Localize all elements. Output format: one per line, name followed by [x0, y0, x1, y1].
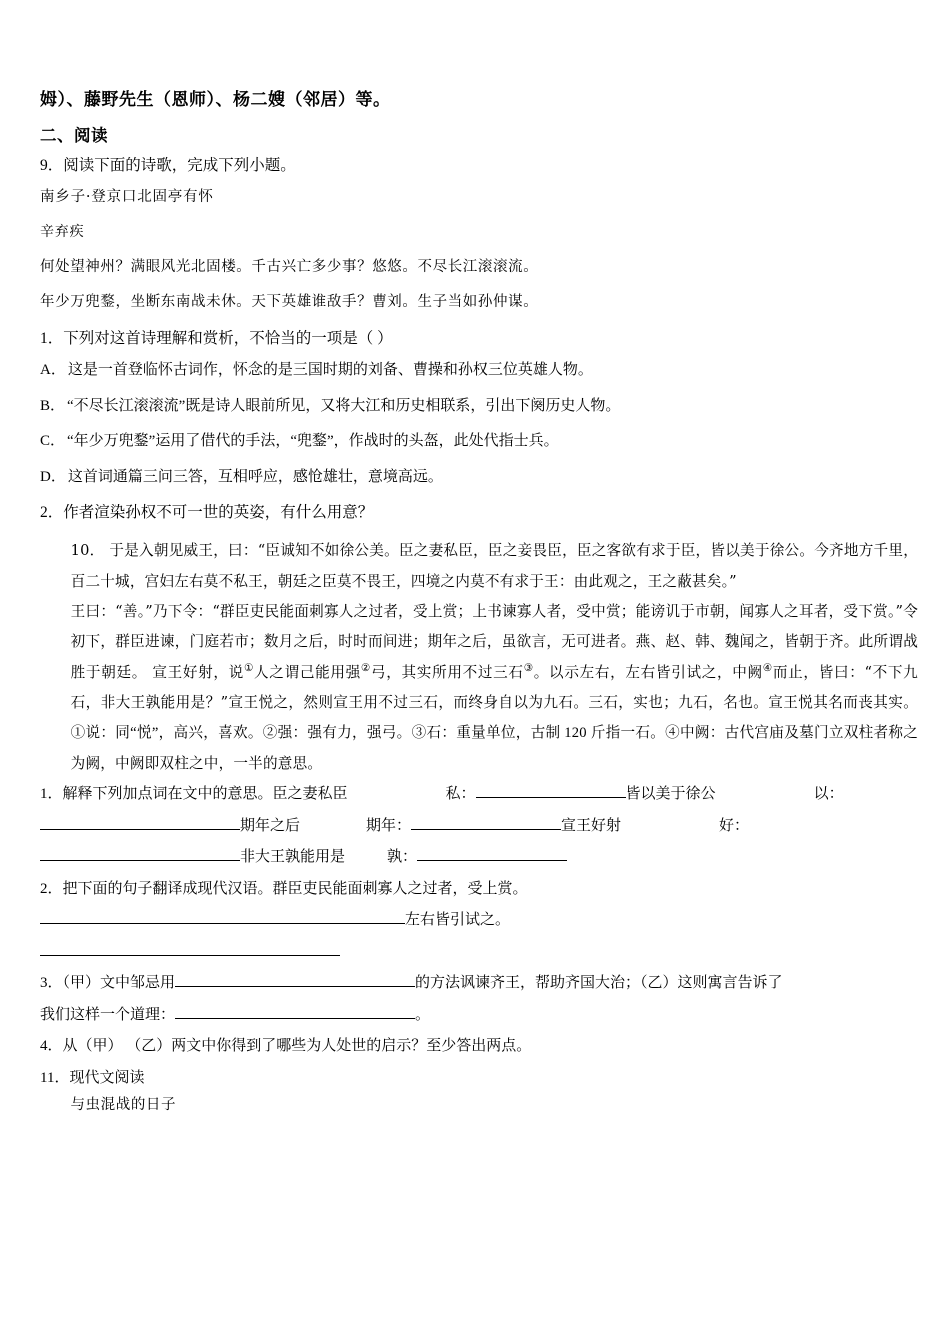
- passage-paragraph-2-text-b4: 。以示左右，左右皆引试之，中阙: [533, 663, 763, 681]
- question-10-4-stem: 4．从（甲） （乙）两文中你得到了哪些为人处世的启示？至少答出两点。: [40, 1038, 532, 1055]
- footnote-1-mark: ①: [70, 725, 86, 742]
- footnote-marker-4: ④: [762, 661, 773, 674]
- passage-paragraph-1: [40, 536, 918, 597]
- page-content: [40, 88, 918, 1117]
- question-10-3-part-2: 的方法讽谏齐王，帮助齐国大治；（乙）这则寓言告诉了: [415, 975, 783, 992]
- answer-blank-hao[interactable]: [40, 845, 240, 861]
- answer-blank-private[interactable]: [476, 782, 626, 798]
- footnote-4-mark: ④: [665, 725, 681, 742]
- question-10-3-line-1: [40, 968, 918, 1000]
- footnote-4-text: 中阙：古代宫庙及墓门立双柱者称之为阙，中阙即双柱之中，一半的意思。: [70, 725, 919, 772]
- question-10-3-part-3: 我们这样一个道理：: [40, 1006, 176, 1023]
- question-10-2-stem: 2．把下面的句子翻译成现代汉语。: [40, 880, 273, 897]
- word-phrase-4: 宣王好射: [561, 817, 622, 834]
- question-10-number: 10．: [70, 542, 105, 560]
- word-phrase-3: 期年之后: [240, 817, 301, 834]
- footnote-2-text: 强：强有力，强弓。: [277, 725, 412, 742]
- passage-paragraph-2: [40, 597, 918, 779]
- poem-line-2: 年少万兜鍪，坐断东南战未休。天下英雄谁敌手？曹刘。生子当如孙仲谋。: [40, 294, 539, 311]
- option-c-label: C．: [40, 433, 66, 450]
- lesson-blank[interactable]: [175, 1002, 415, 1018]
- answer-blank-shu[interactable]: [417, 845, 567, 861]
- footnote-3: [412, 725, 666, 741]
- question-9-stem: 9．阅读下面的诗歌，完成下列小题。: [40, 157, 296, 175]
- option-a: [40, 359, 918, 382]
- translate-sentence-2: 左右皆引试之。: [405, 912, 511, 929]
- footnote-marker-1: ①: [243, 661, 255, 674]
- word-phrase-1: 臣之妻私臣: [272, 786, 348, 803]
- question-9-1-stem: 1．下列对这首诗理解和赏析，不恰当的一项是（ ）: [40, 329, 393, 347]
- question-10-3-line-2: [40, 1000, 918, 1032]
- passage-paragraph-2-text-b5: 而止，皆曰：“不下九石，非大王孰能用是？”宣王悦之，然则宣王用不过三石，而终身自以为九石。三石，实也；九石，名也。宣王悦其名而丧其实。: [70, 663, 918, 712]
- passage-paragraph-2-text-b3: 弓，其实所用不过三石: [371, 663, 524, 681]
- section-title: 二、阅读: [40, 125, 108, 145]
- footnote-1: [71, 725, 263, 741]
- poem-title: 南乡子·登京口北固亭有怀: [40, 188, 214, 205]
- answer-blank-jinian[interactable]: [411, 813, 561, 829]
- word-phrase-2: 皆以美于徐公: [625, 786, 716, 803]
- footnote-3-mark: ③: [411, 725, 427, 742]
- option-c-text: “年少万兜鍪”运用了借代的手法，“兜鍪”，作战时的头盔，此处代指士兵。: [67, 433, 559, 450]
- option-a-label: A．: [40, 362, 66, 379]
- question-10-1-stem: 1．解释下列加点词在文中的意思。: [40, 786, 273, 803]
- passage-paragraph-1-text: 于是入朝见威王，曰：“臣诚知不如徐公美。臣之妻私臣，臣之妾畏臣，臣之客欲有求于臣，皆以美于徐公。今齐地方千里，百二十城，宫妇左右莫不私王，朝廷之臣莫不畏王，四境之内莫不有求于王：由此观之，王之蔽甚矣。”: [70, 542, 919, 590]
- word-label-1: 私：: [445, 786, 476, 803]
- word-label-4: 好：: [719, 817, 750, 834]
- question-10-2-answer-row-1: [40, 905, 918, 937]
- footnote-marker-3: ③: [523, 661, 534, 674]
- poem-line-1: 何处望神州？满眼风光北固楼。千古兴亡多少事？悠悠。不尽长江滚滚流。: [40, 259, 539, 276]
- footnote-3-text: 石：重量单位，古制 120 斤指一石。: [426, 725, 666, 742]
- poem-author: 辛弃疾: [40, 224, 85, 241]
- option-b-label: B．: [40, 397, 66, 414]
- passage-paragraph-2-text-b1: 宣王好射，说: [152, 663, 244, 681]
- translation-blank-2[interactable]: [40, 939, 340, 955]
- footnote-2-mark: ②: [262, 725, 278, 742]
- word-label-2: 以：: [813, 786, 844, 803]
- word-phrase-5: 非大王孰能用是: [240, 849, 346, 866]
- question-10-3-part-4: 。: [415, 1006, 431, 1023]
- question-10-3-part-1: 3．（甲）文中邹忌用: [40, 975, 176, 992]
- passage-paragraph-2-text-a: 王曰：“善。”乃下令：“群臣吏民能面刺寡人之过者，受上赏；上书谏寡人者，受中赏；能谤讥于市朝，闻寡人之耳者，受下赏。”令初下，群臣进谏，门庭若市；数月之后，时时而间进；期年之后，虽欲言，无可进者。燕、赵、韩、魏闻之，皆朝于齐。此所谓战胜于朝廷。: [70, 603, 918, 681]
- question-10-passage: [40, 536, 918, 779]
- question-10-2: [40, 874, 918, 906]
- option-b: [40, 395, 918, 418]
- word-label-5: 孰：: [387, 849, 418, 866]
- question-11-article-title: 与虫混战的日子: [70, 1097, 177, 1114]
- question-10-1: [40, 779, 918, 874]
- passage-paragraph-2-text-b2: 人之谓己能用强: [254, 663, 361, 681]
- question-11-stem: 11．现代文阅读: [40, 1069, 145, 1086]
- question-10-2-answer-row-2: [40, 937, 918, 969]
- method-blank[interactable]: [175, 971, 415, 987]
- carryover-header-line: 姆）、藤野先生（恩师）、杨二嫂（邻居）等。: [40, 90, 391, 110]
- option-d-text: 这首词通篇三问三答，互相呼应，感怆雄壮，意境高远。: [67, 468, 443, 485]
- translate-sentence-1: 群臣吏民能面刺寡人之过者，受上赏。: [272, 880, 528, 897]
- option-d: [40, 466, 918, 489]
- word-label-3: 期年：: [366, 817, 412, 834]
- option-b-text: “不尽长江滚滚流”既是诗人眼前所见，又将大江和历史相联系，引出下阕历史人物。: [67, 397, 621, 414]
- footnote-marker-2: ②: [360, 661, 371, 674]
- answer-blank-yi[interactable]: [40, 813, 240, 829]
- option-d-label: D．: [40, 468, 66, 485]
- footnote-1-text: 说：同“悦”，高兴，喜欢。: [85, 725, 263, 742]
- question-9-2-stem: 2．作者渲染孙权不可一世的英姿，有什么用意？: [40, 504, 374, 522]
- option-c: [40, 430, 918, 453]
- option-a-text: 这是一首登临怀古词作，怀念的是三国时期的刘备、曹操和孙权三位英雄人物。: [67, 362, 593, 379]
- footnote-2: [263, 725, 412, 741]
- translation-blank-1[interactable]: [40, 908, 405, 924]
